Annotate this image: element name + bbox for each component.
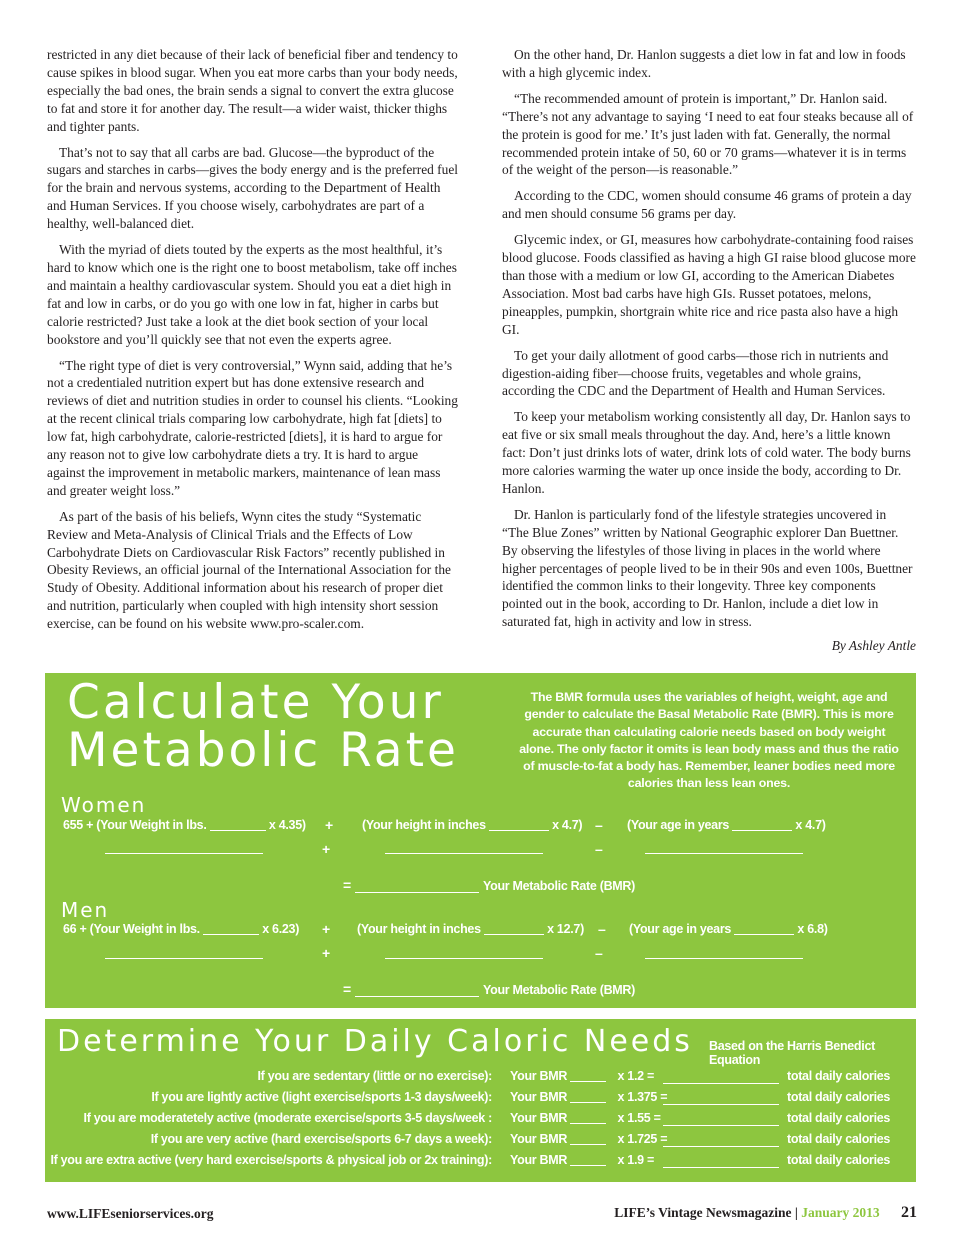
- men-weight-result-line[interactable]: [105, 958, 263, 959]
- men-weight-term: [63, 922, 299, 936]
- article-left-column: [47, 46, 459, 641]
- men-height-mult: x 12.7): [547, 922, 584, 936]
- paragraph: “The right type of diet is very controversial,” Wynn said, adding that he’s not a credentialed nutrition expert but has done extensive research and reviews of diet and nutrition studies in order to counsel his clients. “Looking at the recent clinical trials comparing low carbohydrate, high fat [diets] to low fat, high carbohydrate, calorie-restricted [diets], it is hard to argue for any reason not to give low carbohydrate diets a try. It is hard to argue against the improvement in metabolic markers, maintenance of lean mass and greater weight loss.”: [47, 357, 458, 498]
- activity-label: If you are extra active (very hard exercise/sports & physical job or 2x training):: [50, 1153, 492, 1167]
- calories-blank[interactable]: [663, 1167, 779, 1168]
- women-weight-term: [63, 818, 306, 832]
- women-label: Women: [61, 793, 147, 817]
- minus-sign: –: [598, 921, 606, 937]
- men-age-blank[interactable]: [734, 934, 794, 935]
- plus-sign: +: [322, 921, 331, 937]
- activity-row-sedentary: [45, 1069, 916, 1090]
- activity-row-extra-active: [45, 1153, 916, 1174]
- bmr-multiplier: Your BMR x 1.55 =: [510, 1111, 661, 1125]
- women-age-result-line[interactable]: [645, 853, 803, 854]
- publication-name: LIFE’s Vintage Newsmagazine |: [614, 1205, 798, 1220]
- paragraph: To get your daily allotment of good carbs—those rich in nutrients and digestion-aiding fiber—choose fruits, vegetables and whole grains, according the CDC and the Department of Health and Human Services.: [502, 347, 889, 399]
- activity-label: If you are very active (hard exercise/sports 6-7 days a week):: [150, 1132, 492, 1146]
- women-height-result-line[interactable]: [385, 853, 543, 854]
- activity-label: If you are lightly active (light exercise/sports 1-3 days/week):: [151, 1090, 492, 1104]
- women-height-term: [362, 818, 582, 832]
- bmr-multiplier: Your BMR x 1.375 =: [510, 1090, 668, 1104]
- activity-row-very-active: [45, 1132, 916, 1153]
- minus-sign: –: [595, 945, 603, 961]
- paragraph: According to the CDC, women should consume 46 grams of protein a day and men should consume 56 grams per day.: [502, 188, 912, 222]
- women-bmr-result-line[interactable]: [355, 892, 479, 893]
- bmr-blank[interactable]: [570, 1123, 606, 1124]
- caloric-needs-title: Determine Your Daily Caloric Needs: [57, 1024, 693, 1059]
- paragraph: On the other hand, Dr. Hanlon suggests a diet low in fat and low in foods with a high glycemic index.: [502, 47, 906, 80]
- activity-label: If you are sedentary (little or no exercise):: [257, 1069, 492, 1083]
- page-footer: [47, 1204, 917, 1228]
- total-label: total daily calories: [787, 1132, 891, 1146]
- men-age-term: [629, 922, 828, 936]
- paragraph: With the myriad of diets touted by the experts as the most healthful, it’s hard to know which one is the right one to boost metabolism, take off inches and maintain a healthy cardiovascular system. Should you eat a diet high in fat and low in carbs, or do you go with one low in fat, higher in carbs but calorie restricted? Just take a look at the diet book section of your local bookstore and you’ll quickly see that not even the experts agree.: [47, 242, 457, 347]
- men-weight-mult: x 6.23): [262, 922, 300, 936]
- men-age-mult: x 6.8): [797, 922, 828, 936]
- bmr-description: The BMR formula uses the variables of height, weight, age and gender to calculate the Basal Metabolic Rate (BMR). This is more accurate than calculating calorie needs based on body weight alone. The only factor it omits is lean body mass and thus the ratio of muscle-to-fat a body has. Remember, leaner bodies need more calories than less lean ones.: [519, 690, 899, 791]
- men-age-result-line[interactable]: [645, 958, 803, 959]
- activity-label: If you are moderatetely active (moderate exercise/sports 3-5 days/week :: [83, 1111, 492, 1125]
- women-age-blank[interactable]: [732, 830, 792, 831]
- women-height-mult: x 4.7): [552, 818, 583, 832]
- calories-blank[interactable]: [663, 1125, 779, 1126]
- bmr-title: [67, 675, 459, 778]
- men-height-blank[interactable]: [484, 934, 544, 935]
- total-label: total daily calories: [787, 1111, 891, 1125]
- paragraph: Glycemic index, or GI, measures how carbohydrate-containing food raises blood glucose. Foods classified as having a high GI raise blood glucose more than those with a medium or low GI, according to the American Diabetes Association. Most bad carbs have high GIs. Russet potatoes, melons, pineapples, pumpkin, shortgrain white rice and rice pasta also have a high GI.: [502, 232, 916, 337]
- paragraph: That’s not to say that all carbs are bad. Glucose—the byproduct of the sugars and starches in carbs—gives the body energy and is the preferred fuel for the brain and nervous systems, according to the Department of Health and Human Services. If you choose wisely, carbohydrates are part of a healthy, well-balanced diet.: [47, 144, 459, 232]
- women-age-term: [627, 818, 826, 832]
- calories-blank[interactable]: [663, 1104, 779, 1105]
- total-label: total daily calories: [787, 1153, 891, 1167]
- men-weight-prefix: 66 + (Your Weight in lbs.: [63, 922, 200, 936]
- bmr-blank[interactable]: [570, 1081, 606, 1082]
- article-right-column: [502, 46, 916, 655]
- women-weight-result-line[interactable]: [105, 853, 263, 854]
- men-bmr-result-label: Your Metabolic Rate (BMR): [483, 983, 635, 997]
- women-weight-blank[interactable]: [210, 830, 266, 831]
- issue-month: January 2013: [801, 1205, 880, 1220]
- paragraph: restricted in any diet because of their lack of beneficial fiber and tendency to cause spikes in blood sugar. When you eat more carbs than your body needs, especially the bad ones, the brain sends a signal to convert the extra glucose to fat and store it for another day. The result—a wider waist, thicker thighs and tighter pants.: [47, 47, 458, 134]
- bmr-blank[interactable]: [570, 1144, 606, 1145]
- paragraph: “The recommended amount of protein is important,” Dr. Hanlon said. “There’s not any advantage to saying ‘I need to eat four steaks because all of the protein is good for me.’ It’s just laden with fat. Generally, the normal recommended protein intake of 50, 60 or 70 grams—whatever it is in terms of the weight of the person—is reasonable.”: [502, 90, 914, 178]
- plus-sign: +: [325, 817, 334, 833]
- bmr-calculator-box: [45, 673, 916, 1008]
- footer-website-link[interactable]: www.LIFEseniorservices.org: [47, 1206, 214, 1221]
- calories-blank[interactable]: [663, 1146, 779, 1147]
- equals-sign: =: [343, 877, 352, 893]
- plus-sign: +: [322, 945, 331, 961]
- minus-sign: –: [595, 841, 603, 857]
- women-height-blank[interactable]: [489, 830, 549, 831]
- harris-benedict-note: Based on the Harris Benedict Equation: [709, 1039, 875, 1067]
- plus-sign: +: [322, 841, 331, 857]
- minus-sign: –: [595, 817, 603, 833]
- bmr-blank[interactable]: [570, 1102, 606, 1103]
- men-age-prefix: (Your age in years: [629, 922, 732, 936]
- calories-blank[interactable]: [663, 1083, 779, 1084]
- page-number: 21: [901, 1204, 917, 1221]
- women-height-prefix: (Your height in inches: [362, 818, 486, 832]
- men-height-prefix: (Your height in inches: [357, 922, 481, 936]
- bmr-multiplier: Your BMR x 1.9 =: [510, 1153, 654, 1167]
- total-label: total daily calories: [787, 1069, 891, 1083]
- men-height-result-line[interactable]: [385, 958, 543, 959]
- bmr-multiplier: Your BMR x 1.2 =: [510, 1069, 654, 1083]
- equals-sign: =: [343, 981, 352, 997]
- women-weight-mult: x 4.35): [268, 818, 306, 832]
- paragraph: To keep your metabolism working consistently all day, Dr. Hanlon says to eat five or six small meals throughout the day. And, here’s a little known fact: Don’t just drinks lots of water, drink lots of cold water. The body burns more calories warming the water up once inside the body, according to Dr. Hanlon.: [502, 409, 911, 496]
- paragraph: As part of the basis of his beliefs, Wynn cites the study “Systematic Review and Meta-Analysis of Clinical Trials and the Effects of Low Carbohydrate Diets on Cardiovascular Risk Factors” recently published in Obesity Reviews, an official journal of the International Association for the Study of Obesity. Additional information about his research of proper diet and nutrition, particularly when coupled with high intensity short session exercise, can be found on his website www.pro-scaler.com.: [47, 508, 451, 632]
- activity-row-moderately-active: [45, 1111, 916, 1132]
- women-weight-prefix: 655 + (Your Weight in lbs.: [63, 818, 207, 832]
- paragraph: Dr. Hanlon is particularly fond of the lifestyle strategies uncovered in “The Blue Zones” written by National Geographic explorer Dan Buettner. By observing the lifestyles of those living in places in the world where higher percentages of people lived to be in their 90s and even 100s, Buettner identified the common links to their longevity. Three key components pointed out in the book, according to Dr. Hanlon, include a diet low in saturated fat, high in activity and low in stress.: [502, 506, 913, 630]
- men-height-term: [357, 922, 584, 936]
- byline: By Ashley Antle: [831, 638, 916, 654]
- footer-publication: [614, 1204, 917, 1222]
- women-age-mult: x 4.7): [795, 818, 826, 832]
- caloric-needs-box: [45, 1019, 916, 1182]
- total-label: total daily calories: [787, 1090, 891, 1104]
- women-bmr-result-label: Your Metabolic Rate (BMR): [483, 879, 635, 893]
- activity-row-lightly-active: [45, 1090, 916, 1111]
- bmr-multiplier: Your BMR x 1.725 =: [510, 1132, 668, 1146]
- bmr-title-line1: Calculate Your: [67, 675, 444, 730]
- women-age-prefix: (Your age in years: [627, 818, 730, 832]
- bmr-blank[interactable]: [570, 1165, 606, 1166]
- men-bmr-result-line[interactable]: [355, 996, 479, 997]
- men-label: Men: [61, 898, 110, 922]
- men-weight-blank[interactable]: [203, 934, 259, 935]
- bmr-title-line2: Metabolic Rate: [67, 723, 459, 778]
